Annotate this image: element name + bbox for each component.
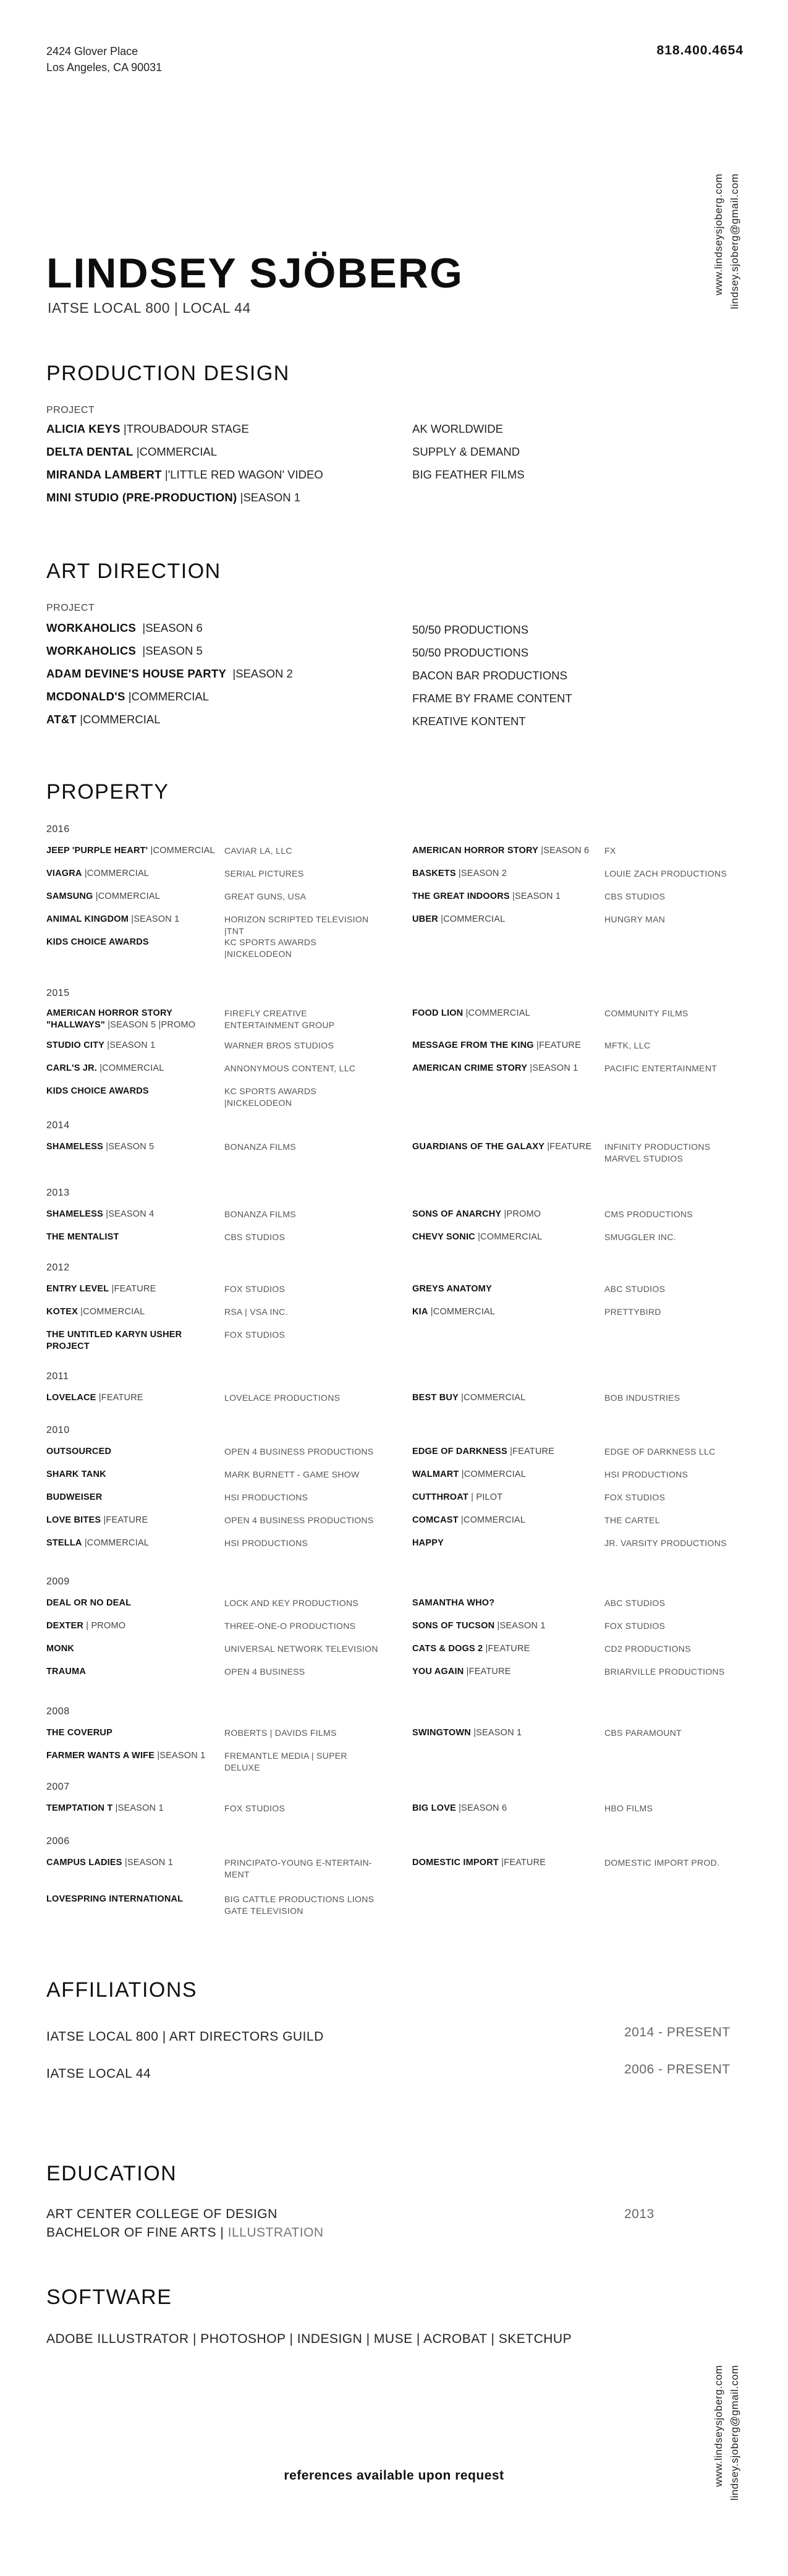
art-direction-company: KREATIVE KONTENT xyxy=(412,715,526,728)
art-direction-company: FRAME BY FRAME CONTENT xyxy=(412,692,572,705)
project-type: |COMMERCIAL xyxy=(148,846,215,856)
property-entry xyxy=(412,1446,598,1458)
project-title: BUDWEISER xyxy=(46,1492,103,1502)
production-company: FOX STUDIOS xyxy=(224,1284,286,1294)
production-company: FIREFLY CREATIVE ENTERTAINMENT GROUP xyxy=(224,1008,335,1030)
production-company: KC SPORTS AWARDS |NICKELODEON xyxy=(224,1086,316,1108)
property-entry xyxy=(46,1141,218,1153)
separator: | xyxy=(136,621,146,634)
project-type: COMMERCIAL xyxy=(139,445,217,458)
project-title: AMERICAN CRIME STORY xyxy=(412,1063,528,1073)
production-company: ABC STUDIOS xyxy=(604,1598,666,1608)
project-title: BASKETS xyxy=(412,869,456,878)
property-entry xyxy=(46,1283,218,1295)
project-type: |SEASON 6 xyxy=(455,1803,507,1813)
property-entry xyxy=(412,1620,598,1632)
property-entry xyxy=(46,914,218,925)
project-title: YOU AGAIN xyxy=(412,1667,464,1677)
production-company: BRIARVILLE PRODUCTIONS xyxy=(604,1667,725,1677)
production-company: FOX STUDIOS xyxy=(224,1803,286,1813)
project-type: |SEASON 1 xyxy=(470,1728,522,1738)
property-entry xyxy=(46,1857,218,1869)
production-company: HBO FILMS xyxy=(604,1803,653,1813)
project-title: STUDIO CITY xyxy=(46,1040,105,1050)
production-company: BOB INDUSTRIES xyxy=(604,1393,680,1403)
project-title: JEEP 'PURPLE HEART' xyxy=(46,846,148,856)
project-type: |SEASON 4 xyxy=(103,1209,155,1219)
property-entry xyxy=(46,1803,218,1814)
production-company: HSI PRODUCTIONS xyxy=(224,1492,308,1502)
property-entry xyxy=(412,1283,598,1295)
production-company: HUNGRY MAN xyxy=(604,914,666,924)
project-type: |SEASON 6 xyxy=(538,846,590,856)
project-title: HAPPY xyxy=(412,1538,444,1548)
separator: | xyxy=(136,644,146,657)
project-title: SONS OF TUCSON xyxy=(412,1621,495,1631)
production-company: COMMUNITY FILMS xyxy=(604,1008,688,1018)
page-title: LINDSEY SJÖBERG xyxy=(46,250,464,297)
property-entry xyxy=(412,1008,598,1019)
property-entry xyxy=(46,891,218,903)
production-company: BIG CATTLE PRODUCTIONS LIONS GATE TELEVISION xyxy=(224,1894,375,1916)
production-company: HSI PRODUCTIONS xyxy=(604,1469,688,1479)
address-line-1: 2424 Glover Place xyxy=(46,45,138,57)
project-type: 'LITTLE RED WAGON' VIDEO xyxy=(167,468,323,481)
project-type: |COMMERCIAL xyxy=(428,1307,496,1317)
year-label: 2014 xyxy=(46,1120,70,1131)
production-company: SUPPLY & DEMAND xyxy=(412,445,520,458)
project-title: CHEVY SONIC xyxy=(412,1232,475,1242)
project-title: FARMER WANTS A WIFE xyxy=(46,1751,155,1761)
project-title: LOVESPRING INTERNATIONAL xyxy=(46,1894,184,1904)
property-entry xyxy=(412,868,598,880)
project-title: FOOD LION xyxy=(412,1008,464,1018)
project-type: |FEATURE xyxy=(544,1142,592,1152)
affiliation-name: IATSE LOCAL 44 xyxy=(46,2067,151,2081)
project-title: AT&T xyxy=(46,713,77,726)
year-label: 2015 xyxy=(46,988,70,998)
art-direction-heading: ART DIRECTION xyxy=(46,559,221,583)
project-title: WORKAHOLICS xyxy=(46,644,137,657)
project-type: |FEATURE xyxy=(464,1667,511,1677)
production-company: HORIZON SCRIPTED TELEVISION |TNT xyxy=(224,914,369,936)
website-link[interactable]: www.lindseysjoberg.com xyxy=(713,2365,724,2487)
separator: | xyxy=(125,690,132,703)
production-company: CMS PRODUCTIONS xyxy=(604,1209,693,1219)
production-company: CBS STUDIOS xyxy=(224,1232,286,1242)
separator: | xyxy=(133,445,140,458)
project-title: SHARK TANK xyxy=(46,1469,106,1479)
project-title: SHAMELESS xyxy=(46,1209,104,1219)
contact-vertical-top xyxy=(711,174,743,309)
property-entry xyxy=(46,1643,218,1655)
production-company: ROBERTS | DAVIDS FILMS xyxy=(224,1728,337,1738)
project-title: STELLA xyxy=(46,1538,82,1548)
project-type: COMMERCIAL xyxy=(83,713,161,726)
degree-major: ILLUSTRATION xyxy=(227,2225,324,2240)
property-entry xyxy=(46,1894,218,1905)
project-type: |FEATURE xyxy=(109,1284,156,1294)
property-entry xyxy=(46,1392,218,1404)
project-type: |SEASON 1 xyxy=(104,1040,156,1050)
production-company: FOX STUDIOS xyxy=(604,1492,666,1502)
project-label: PROJECT xyxy=(46,405,95,415)
project-type: |COMMERCIAL xyxy=(93,891,160,901)
production-company: FOX STUDIOS xyxy=(604,1621,666,1631)
production-company: JR. VARSITY PRODUCTIONS xyxy=(604,1538,727,1548)
production-company: OPEN 4 BUSINESS PRODUCTIONS xyxy=(224,1447,374,1456)
property-entry xyxy=(46,1537,218,1549)
property-entry xyxy=(46,1446,218,1458)
project-title: CATS & DOGS 2 xyxy=(412,1644,483,1654)
project-type: |FEATURE xyxy=(96,1393,143,1403)
project-title: GUARDIANS OF THE GALAXY xyxy=(412,1142,545,1152)
production-design-heading: PRODUCTION DESIGN xyxy=(46,362,290,385)
property-heading: PROPERTY xyxy=(46,780,169,804)
project-title: KIA xyxy=(412,1307,428,1317)
project-type: |SEASON 1 xyxy=(509,891,561,901)
separator: | xyxy=(120,422,127,435)
property-entry xyxy=(412,1231,598,1243)
software-heading: SOFTWARE xyxy=(46,2285,172,2309)
art-direction-row xyxy=(46,667,293,681)
project-title: UBER xyxy=(412,914,438,924)
property-entry xyxy=(46,1040,218,1052)
property-entry xyxy=(412,845,598,857)
project-title: ALICIA KEYS xyxy=(46,422,121,435)
software-list: ADOBE ILLUSTRATOR | PHOTOSHOP | INDESIGN | MUSE | ACROBAT | SKETCHUP xyxy=(46,2332,572,2346)
email-link[interactable]: lindsey.sjoberg@gmail.com xyxy=(729,173,740,309)
year-label: 2010 xyxy=(46,1425,70,1435)
project-title: LOVELACE xyxy=(46,1393,96,1403)
project-title: MIRANDA LAMBERT xyxy=(46,468,162,481)
project-type: | PILOT xyxy=(468,1492,503,1502)
education-heading: EDUCATION xyxy=(46,2162,177,2185)
project-type: |SEASON 2 xyxy=(455,869,507,878)
project-type: |SEASON 1 xyxy=(155,1751,206,1761)
email-link[interactable]: lindsey.sjoberg@gmail.com xyxy=(729,2365,740,2501)
production-company: WARNER BROS STUDIOS xyxy=(224,1040,334,1050)
degree-name: BACHELOR OF FINE ARTS xyxy=(46,2225,216,2240)
property-entry xyxy=(46,937,218,948)
project-title: KIDS CHOICE AWARDS xyxy=(46,937,149,947)
project-label: PROJECT xyxy=(46,603,95,613)
project-title: WORKAHOLICS xyxy=(46,621,137,634)
year-label: 2011 xyxy=(46,1371,69,1382)
production-row xyxy=(46,491,300,504)
project-type: |FEATURE xyxy=(533,1040,581,1050)
production-company: MFTK, LLC xyxy=(604,1040,651,1050)
affiliation-name: IATSE LOCAL 800 | ART DIRECTORS GUILD xyxy=(46,2030,324,2044)
production-row xyxy=(46,468,323,482)
project-title: MCDONALD'S xyxy=(46,690,125,703)
production-company: SMUGGLER INC. xyxy=(604,1232,676,1242)
project-title: KOTEX xyxy=(46,1307,78,1317)
project-type: |COMMERCIAL xyxy=(458,1515,526,1525)
production-company: HSI PRODUCTIONS xyxy=(224,1538,308,1548)
website-link[interactable]: www.lindseysjoberg.com xyxy=(713,173,724,295)
project-title: KIDS CHOICE AWARDS xyxy=(46,1086,149,1096)
property-entry xyxy=(46,1727,218,1739)
project-title: VIAGRA xyxy=(46,869,82,878)
production-company: RSA | VSA INC. xyxy=(224,1307,288,1317)
project-title: DEXTER xyxy=(46,1621,84,1631)
project-type: |SEASON 1 xyxy=(112,1803,164,1813)
project-type: |SEASON 1 xyxy=(494,1621,546,1631)
production-company: FOX STUDIOS xyxy=(224,1330,286,1340)
production-company: PRINCIPATO-YOUNG E-NTERTAIN-MENT xyxy=(224,1858,372,1879)
year-label: 2006 xyxy=(46,1836,70,1847)
property-entry xyxy=(412,1392,598,1404)
project-type: |FEATURE xyxy=(101,1515,148,1525)
property-entry xyxy=(412,1727,598,1739)
project-type: |COMMERCIAL xyxy=(77,1307,145,1317)
affiliations-heading: AFFILIATIONS xyxy=(46,1978,198,2002)
affiliation-years: 2006 - PRESENT xyxy=(624,2062,731,2077)
production-company: FX xyxy=(604,846,616,856)
project-type: |COMMERCIAL xyxy=(458,1393,526,1403)
art-direction-row xyxy=(46,621,203,635)
project-type: |COMMERCIAL xyxy=(82,1538,150,1548)
project-title: LOVE BITES xyxy=(46,1515,101,1525)
production-company: UNIVERSAL NETWORK TELEVISION xyxy=(224,1644,378,1654)
property-entry xyxy=(412,1209,598,1220)
production-company: SERIAL PICTURES xyxy=(224,869,304,878)
production-company: DOMESTIC IMPORT PROD. xyxy=(604,1858,720,1868)
project-title: MESSAGE FROM THE KING xyxy=(412,1040,534,1050)
project-type: SEASON 5 xyxy=(145,644,203,657)
property-entry xyxy=(46,1666,218,1678)
project-title: AMERICAN HORROR STORY xyxy=(412,846,538,856)
project-title: THE GREAT INDOORS xyxy=(412,891,510,901)
project-type: |COMMERCIAL xyxy=(459,1469,526,1479)
project-title: DOMESTIC IMPORT xyxy=(412,1858,499,1868)
address xyxy=(46,43,162,75)
production-company: BONANZA FILMS xyxy=(224,1142,296,1152)
property-entry xyxy=(46,1620,218,1632)
production-company: ANNONYMOUS CONTENT, LLC xyxy=(224,1063,356,1073)
project-type: |PROMO xyxy=(501,1209,541,1219)
project-type: |SEASON 1 xyxy=(527,1063,578,1073)
production-company: AK WORLDWIDE xyxy=(412,422,503,435)
project-title: BEST BUY xyxy=(412,1393,459,1403)
project-title: MONK xyxy=(46,1644,75,1654)
project-title: TEMPTATION T xyxy=(46,1803,113,1813)
property-entry xyxy=(46,1469,218,1481)
year-label: 2009 xyxy=(46,1576,70,1587)
property-entry xyxy=(412,1666,598,1678)
project-title: GREYS ANATOMY xyxy=(412,1284,492,1294)
property-entry xyxy=(412,1597,598,1609)
art-direction-company: BACON BAR PRODUCTIONS xyxy=(412,669,567,682)
project-type: |COMMERCIAL xyxy=(96,1063,164,1073)
project-type: SEASON 6 xyxy=(145,621,203,634)
school-name: ART CENTER COLLEGE OF DESIGN xyxy=(46,2207,277,2221)
year-label: 2012 xyxy=(46,1262,70,1273)
art-direction-company: 50/50 PRODUCTIONS xyxy=(412,646,529,659)
production-company: BONANZA FILMS xyxy=(224,1209,296,1219)
property-entry xyxy=(46,1063,218,1074)
affiliation-years: 2014 - PRESENT xyxy=(624,2025,731,2039)
project-title: ANIMAL KINGDOM xyxy=(46,914,129,924)
art-direction-company: 50/50 PRODUCTIONS xyxy=(412,623,529,636)
project-type: |SEASON 5 |PROMO xyxy=(104,1020,196,1030)
property-entry xyxy=(46,1750,218,1762)
art-direction-row xyxy=(46,644,203,658)
project-type: |COMMERCIAL xyxy=(438,914,506,924)
property-entry xyxy=(46,1329,218,1353)
production-company: LOUIE ZACH PRODUCTIONS xyxy=(604,869,727,878)
project-title: EDGE OF DARKNESS xyxy=(412,1447,507,1456)
project-title: SHAMELESS xyxy=(46,1142,104,1152)
property-entry xyxy=(412,914,598,925)
production-company: PRETTYBIRD xyxy=(604,1307,661,1317)
project-title: DELTA DENTAL xyxy=(46,445,133,458)
year-label: 2007 xyxy=(46,1782,70,1792)
production-company: PACIFIC ENTERTAINMENT xyxy=(604,1063,718,1073)
production-row xyxy=(46,422,249,436)
production-company: THREE-ONE-O PRODUCTIONS xyxy=(224,1621,356,1631)
production-company: CBS PARAMOUNT xyxy=(604,1728,682,1738)
project-title: SAMSUNG xyxy=(46,891,93,901)
property-entry xyxy=(46,1597,218,1609)
project-title: THE COVERUP xyxy=(46,1728,112,1738)
project-title: THE MENTALIST xyxy=(46,1232,119,1242)
property-entry xyxy=(412,1857,598,1869)
year-label: 2008 xyxy=(46,1706,70,1717)
project-type: COMMERCIAL xyxy=(131,690,209,703)
project-title: BIG LOVE xyxy=(412,1803,456,1813)
project-title: MINI STUDIO (PRE-PRODUCTION) xyxy=(46,491,237,504)
property-entry xyxy=(46,1515,218,1526)
project-type: |FEATURE xyxy=(498,1858,546,1868)
year-label: 2016 xyxy=(46,824,70,835)
property-entry xyxy=(46,1209,218,1220)
project-title: ENTRY LEVEL xyxy=(46,1284,109,1294)
property-entry xyxy=(412,1063,598,1074)
property-entry xyxy=(412,1040,598,1052)
project-type: | PROMO xyxy=(83,1621,126,1631)
property-entry xyxy=(412,1141,598,1153)
project-title: ADAM DEVINE'S HOUSE PARTY xyxy=(46,667,227,680)
degree xyxy=(46,2225,324,2240)
production-company: BIG FEATHER FILMS xyxy=(412,468,525,481)
property-entry xyxy=(412,1643,598,1655)
separator: | xyxy=(161,468,168,481)
art-direction-row xyxy=(46,690,209,704)
project-type: |FEATURE xyxy=(483,1644,530,1654)
property-entry xyxy=(412,1803,598,1814)
project-title: COMCAST xyxy=(412,1515,459,1525)
art-direction-row xyxy=(46,713,161,726)
degree-separator: | xyxy=(216,2225,228,2240)
references-note: references available upon request xyxy=(284,2468,504,2483)
property-entry xyxy=(412,1492,598,1503)
property-entry xyxy=(46,1492,218,1503)
property-entry xyxy=(46,1086,218,1097)
project-type: |COMMERCIAL xyxy=(82,869,150,878)
production-company: MARK BURNETT - GAME SHOW xyxy=(224,1469,360,1479)
production-company: OPEN 4 BUSINESS xyxy=(224,1667,305,1677)
separator: | xyxy=(226,667,236,680)
production-company: INFINITY PRODUCTIONS MARVEL STUDIOS xyxy=(604,1142,711,1163)
project-title: CARL'S JR. xyxy=(46,1063,97,1073)
project-title: THE UNTITLED KARYN USHER PROJECT xyxy=(46,1330,182,1351)
production-company: KC SPORTS AWARDS |NICKELODEON xyxy=(224,937,316,959)
separator: | xyxy=(237,491,244,504)
phone-number: 818.400.4654 xyxy=(656,43,744,57)
production-company: THE CARTEL xyxy=(604,1515,660,1525)
property-entry xyxy=(412,1469,598,1481)
project-type: |SEASON 5 xyxy=(103,1142,155,1152)
project-title: SWINGTOWN xyxy=(412,1728,471,1738)
production-row xyxy=(46,445,217,459)
year-label: 2013 xyxy=(46,1188,70,1198)
project-type: |SEASON 1 xyxy=(122,1858,173,1868)
project-title: AMERICAN HORROR STORY "HALLWAYS" xyxy=(46,1008,172,1030)
project-type: SEASON 1 xyxy=(243,491,301,504)
project-type: SEASON 2 xyxy=(235,667,293,680)
property-entry xyxy=(46,868,218,880)
project-type: |COMMERCIAL xyxy=(463,1008,530,1018)
production-company: ABC STUDIOS xyxy=(604,1284,666,1294)
project-title: CUTTHROAT xyxy=(412,1492,468,1502)
production-company: CAVIAR LA, LLC xyxy=(224,846,292,856)
production-company: LOVELACE PRODUCTIONS xyxy=(224,1393,341,1403)
production-company: LOCK AND KEY PRODUCTIONS xyxy=(224,1598,358,1608)
education-year: 2013 xyxy=(624,2207,655,2221)
production-company: OPEN 4 BUSINESS PRODUCTIONS xyxy=(224,1515,374,1525)
production-company: EDGE OF DARKNESS LLC xyxy=(604,1447,716,1456)
project-title: CAMPUS LADIES xyxy=(46,1858,122,1868)
property-entry xyxy=(46,1306,218,1318)
property-entry xyxy=(46,1008,218,1031)
separator: | xyxy=(77,713,83,726)
property-entry xyxy=(412,1537,598,1549)
project-title: SAMANTHA WHO? xyxy=(412,1598,495,1608)
project-title: SONS OF ANARCHY xyxy=(412,1209,502,1219)
production-company: FREMANTLE MEDIA | SUPER DELUXE xyxy=(224,1751,347,1772)
property-entry xyxy=(412,1515,598,1526)
project-title: WALMART xyxy=(412,1469,459,1479)
project-type: |SEASON 1 xyxy=(129,914,180,924)
production-company: GREAT GUNS, USA xyxy=(224,891,307,901)
project-type: |COMMERCIAL xyxy=(475,1232,543,1242)
project-title: DEAL OR NO DEAL xyxy=(46,1598,132,1608)
project-type: TROUBADOUR STAGE xyxy=(126,422,249,435)
union-subtitle: IATSE LOCAL 800 | LOCAL 44 xyxy=(48,300,251,316)
property-entry xyxy=(46,845,218,857)
production-company: CD2 PRODUCTIONS xyxy=(604,1644,691,1654)
project-title: OUTSOURCED xyxy=(46,1447,112,1456)
address-line-2: Los Angeles, CA 90031 xyxy=(46,61,163,74)
production-company: CBS STUDIOS xyxy=(604,891,666,901)
property-entry xyxy=(46,1231,218,1243)
project-title: TRAUMA xyxy=(46,1667,87,1677)
property-entry xyxy=(412,891,598,903)
project-type: |FEATURE xyxy=(507,1447,555,1456)
property-entry xyxy=(412,1306,598,1318)
